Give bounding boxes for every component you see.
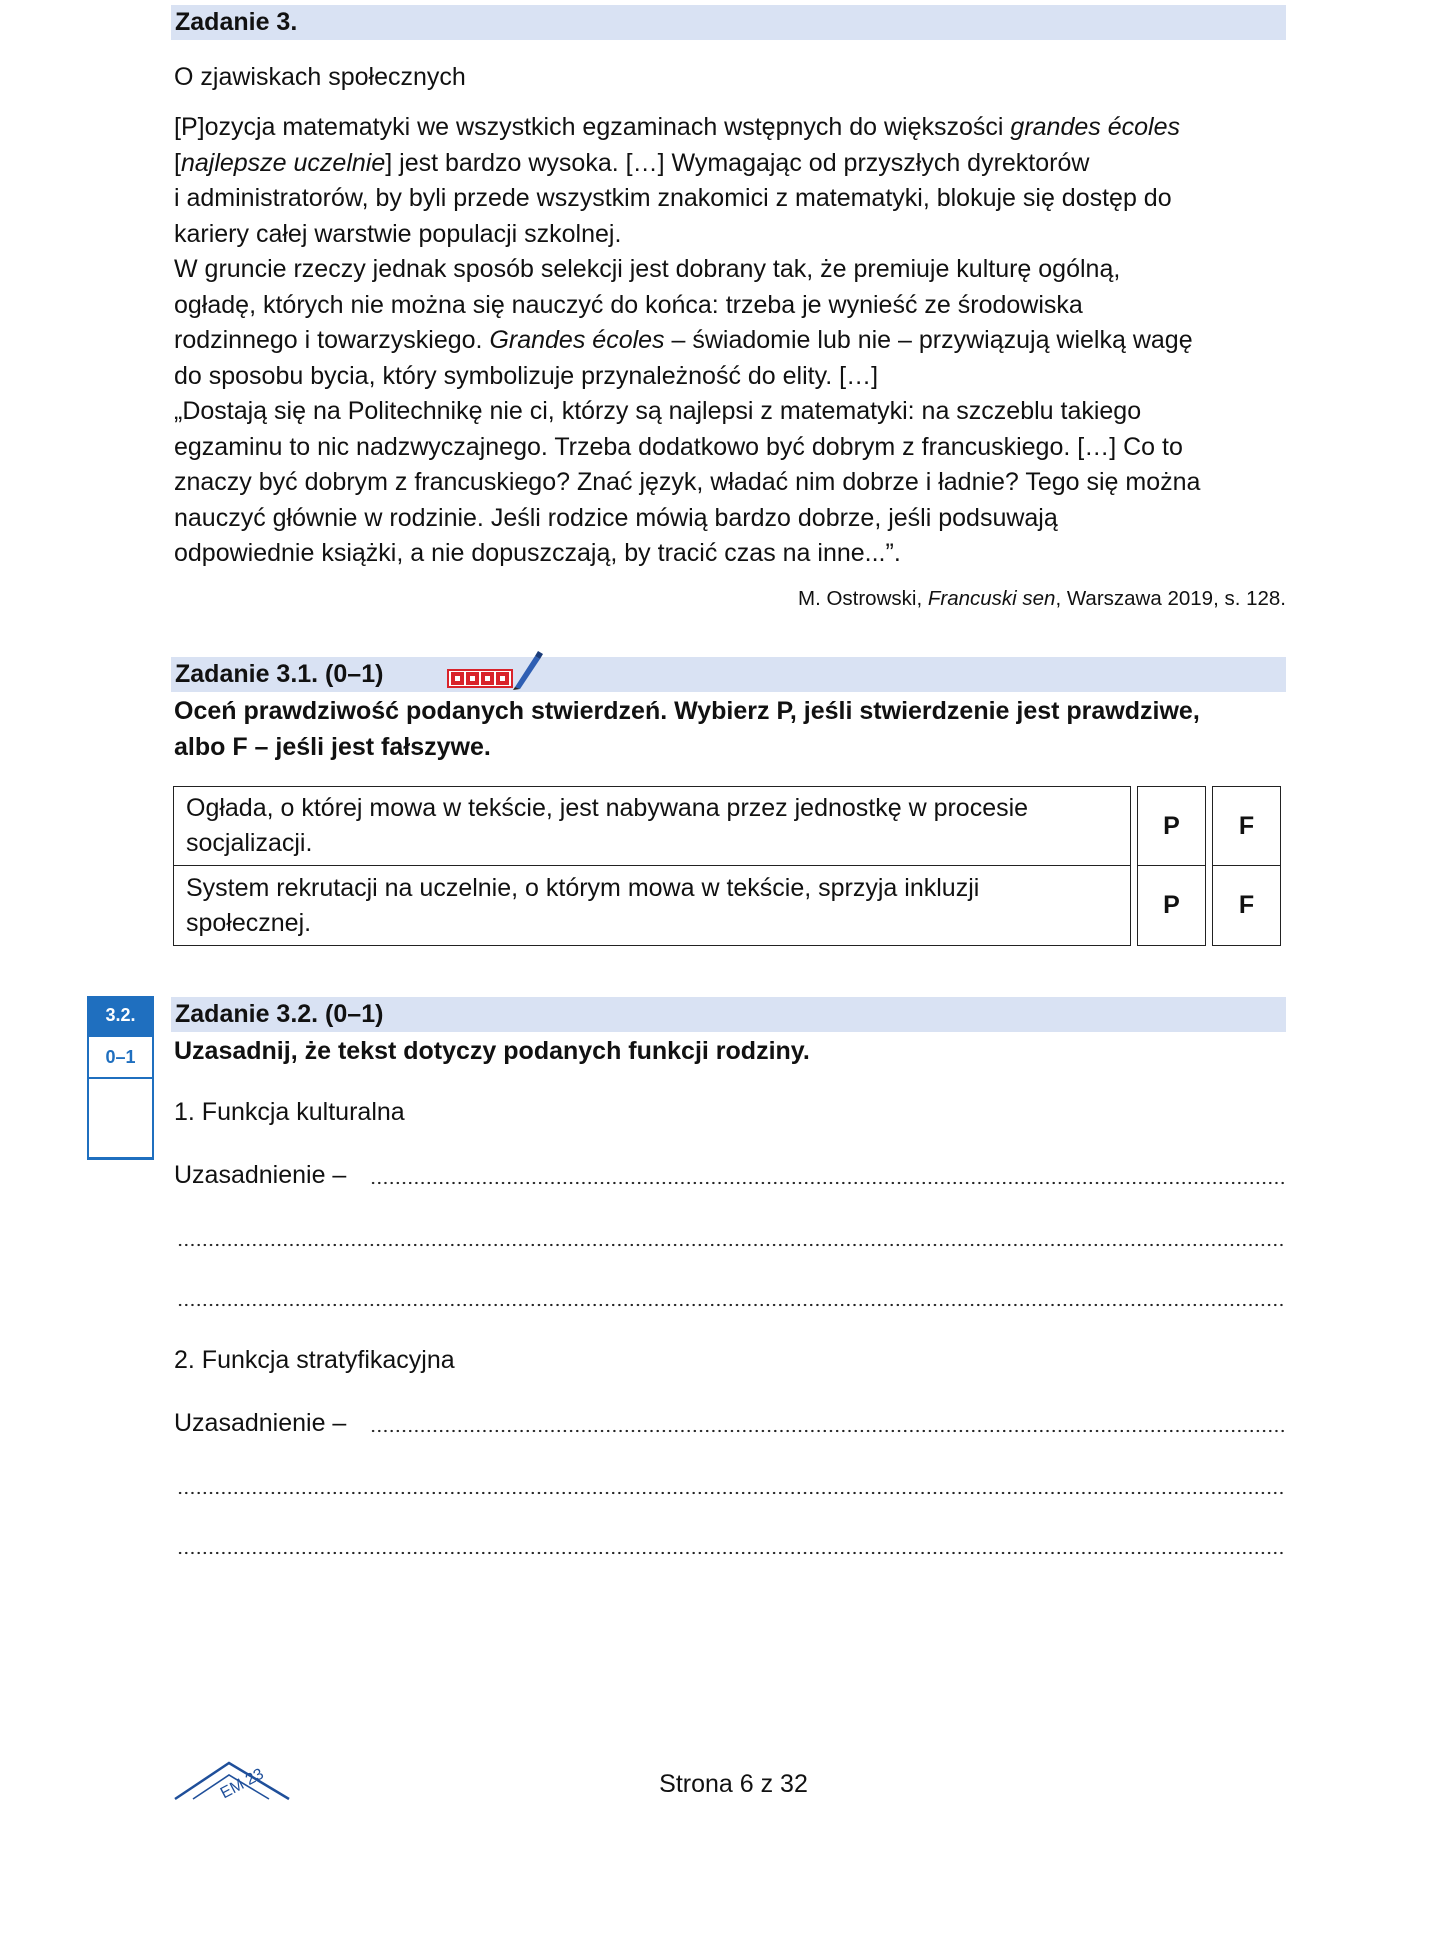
passage-line: [P]ozycja matematyki we wszystkich egzaminach wstępnych do większości grandes écoles (174, 113, 1180, 141)
task31-instruction: Oceń prawdziwość podanych stwierdzeń. Wybierz P, jeśli stwierdzenie jest prawdziwe, albo F – jeśli jest fałszywe. (174, 697, 1200, 761)
justification-label-1: Uzasadnienie – (174, 1161, 347, 1189)
passage-line: kariery całej warstwie populacji szkolnej. (174, 219, 622, 248)
false-option[interactable]: F (1212, 866, 1281, 946)
statement-cell: System rekrutacji na uczelnie, o którym mowa w tekście, sprzyja inkluzji społecznej. (173, 866, 1131, 946)
passage-line: do sposobu bycia, który symbolizuje przynależność do elity. […] (174, 361, 879, 390)
table-row (173, 866, 1281, 946)
source-citation: M. Ostrowski, Francuski sen, Warszawa 2019, s. 128. (798, 587, 1286, 610)
score-number-box: 3.2. (87, 996, 154, 1035)
answer-line[interactable] (177, 1491, 1284, 1495)
choice-task-icon (447, 650, 547, 690)
function-item-1: 1. Funkcja kulturalna (174, 1098, 405, 1126)
passage-line: „Dostają się na Politechnikę nie ci, którzy są najlepsi z matematyki: na szczeblu takiego (174, 397, 1142, 425)
passage-line: znaczy być dobrym z francuskiego? Znać język, władać nim dobrze i ładnie? Tego się można (174, 468, 1201, 496)
passage-line: odpowiednie książki, a nie dopuszczają, by tracić czas na inne...”. (174, 539, 901, 567)
statement-cell: Ogłada, o której mowa w tekście, jest nabywana przez jednostkę w procesie socjalizacji. (173, 786, 1131, 866)
task31-header: Zadanie 3.1. (0–1) (171, 657, 1286, 692)
passage-line: [najlepsze uczelnie] jest bardzo wysoka. […] Wymagając od przyszłych dyrektorów (174, 148, 1090, 177)
passage-line: rodzinnego i towarzyskiego. Grandes écoles – świadomie lub nie – przywiązują wielką wagę (174, 326, 1193, 354)
passage-line: nauczyć głównie w rodzinie. Jeśli rodzice mówią bardzo dobrze, jeśli podsuwają (174, 503, 1058, 532)
function-item-2: 2. Funkcja stratyfikacyjna (174, 1346, 455, 1374)
answer-line[interactable] (177, 1243, 1284, 1247)
task3-header: Zadanie 3. (171, 5, 1286, 40)
true-false-table (173, 786, 1281, 946)
answer-line[interactable] (177, 1303, 1284, 1307)
table-row (173, 786, 1281, 866)
task32-header: Zadanie 3.2. (0–1) (171, 997, 1286, 1032)
answer-line[interactable] (370, 1429, 1284, 1433)
answer-line[interactable] (370, 1181, 1284, 1185)
page-number: Strona 6 z 32 (659, 1770, 808, 1798)
score-entry-box[interactable] (87, 1079, 154, 1160)
passage-line: egzaminu to nic nadzwyczajnego. Trzeba dodatkowo być dobrym z francuskiego. […] Co to (174, 432, 1183, 461)
logo-text: EM 23 (217, 1765, 267, 1803)
passage-title: O zjawiskach społecznych (174, 63, 466, 91)
passage-line: ogładę, których nie można się nauczyć do końca: trzeba je wynieść ze środowiska (174, 290, 1083, 319)
answer-line[interactable] (177, 1551, 1284, 1555)
score-range-box: 0–1 (87, 1035, 154, 1079)
passage-line: i administratorów, by byli przede wszystkim znakomici z matematyki, blokuje się dostęp do (174, 184, 1172, 212)
justification-label-2: Uzasadnienie – (174, 1409, 347, 1437)
passage-line: W gruncie rzeczy jednak sposób selekcji jest dobrany tak, że premiuje kulturę ogólną, (174, 255, 1121, 283)
task32-instruction: Uzasadnij, że tekst dotyczy podanych funkcji rodziny. (174, 1037, 810, 1065)
true-option[interactable]: P (1137, 786, 1206, 866)
false-option[interactable]: F (1212, 786, 1281, 866)
passage (174, 110, 1294, 572)
true-option[interactable]: P (1137, 866, 1206, 946)
